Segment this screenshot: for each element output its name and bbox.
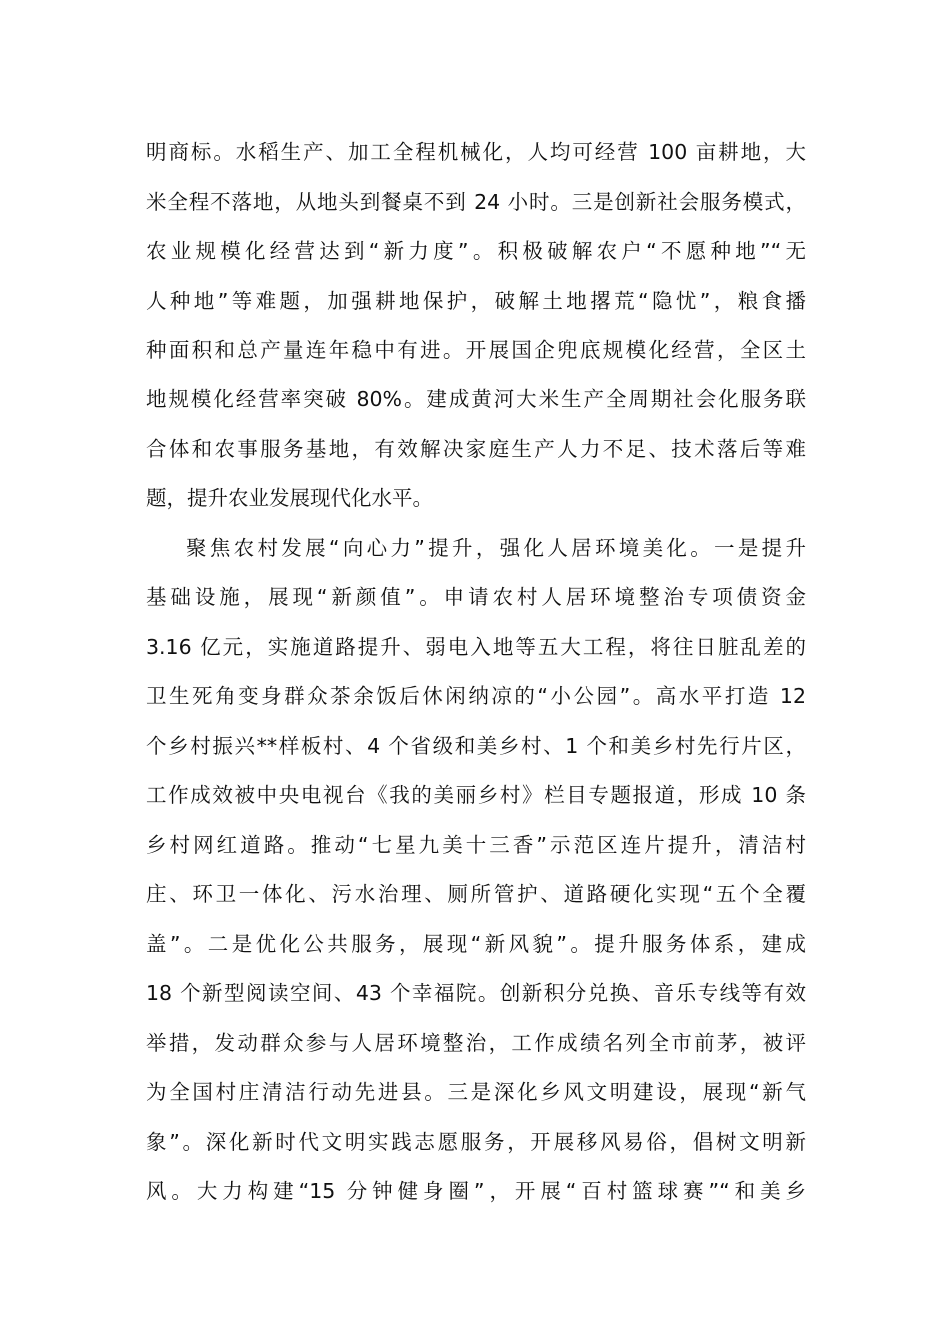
text-line: 乡村网红道路。推动“七星九美十三香”示范区连片提升，清洁村: [146, 833, 806, 857]
text-line: 种面积和总产量连年稳中有进。开展国企兜底规模化经营，全区土: [146, 338, 806, 362]
text-line: 象”。深化新时代文明实践志愿服务，开展移风易俗，倡树文明新: [146, 1130, 806, 1154]
text-line: 盖”。二是优化公共服务，展现“新风貌”。提升服务体系，建成: [146, 932, 806, 956]
text-line: 庄、环卫一体化、污水治理、厕所管护、道路硬化实现“五个全覆: [146, 882, 806, 906]
text-line: 人种地”等难题，加强耕地保护，破解土地撂荒“隐忧”，粮食播: [146, 289, 806, 313]
text-line: 个乡村振兴**样板村、4 个省级和美乡村、1 个和美乡村先行片区，: [146, 734, 806, 758]
text-line: 合体和农事服务基地，有效解决家庭生产人力不足、技术落后等难: [146, 437, 806, 461]
text-line: 基础设施，展现“新颜值”。申请农村人居环境整治专项债资金: [146, 585, 806, 609]
text-line: 18 个新型阅读空间、43 个幸福院。创新积分兑换、音乐专线等有效: [146, 981, 806, 1005]
text-line: 风。大力构建“15 分钟健身圈”，开展“百村篮球赛”“和美乡: [146, 1179, 806, 1203]
text-line: 明商标。水稻生产、加工全程机械化，人均可经营 100 亩耕地，大: [146, 140, 806, 164]
text-line: 米全程不落地，从地头到餐桌不到 24 小时。三是创新社会服务模式，: [146, 190, 806, 214]
text-line: 地规模化经营率突破 80%。建成黄河大米生产全周期社会化服务联: [146, 387, 806, 411]
text-line: 题，提升农业发展现代化水平。: [146, 486, 433, 510]
text-line: 卫生死角变身群众茶余饭后休闲纳凉的“小公园”。高水平打造 12: [146, 684, 806, 708]
text-line: 举措，发动群众参与人居环境整治，工作成绩名列全市前茅，被评: [146, 1031, 806, 1055]
text-line: 农业规模化经营达到“新力度”。积极破解农户“不愿种地”“无: [146, 239, 806, 263]
text-line: 聚焦农村发展“向心力”提升，强化人居环境美化。一是提升: [186, 536, 806, 560]
text-line: 为全国村庄清洁行动先进县。三是深化乡风文明建设，展现“新气: [146, 1080, 806, 1104]
text-line: 工作成效被中央电视台《我的美丽乡村》栏目专题报道，形成 10 条: [146, 783, 806, 807]
text-line: 3.16 亿元，实施道路提升、弱电入地等五大工程，将往日脏乱差的: [146, 635, 806, 659]
